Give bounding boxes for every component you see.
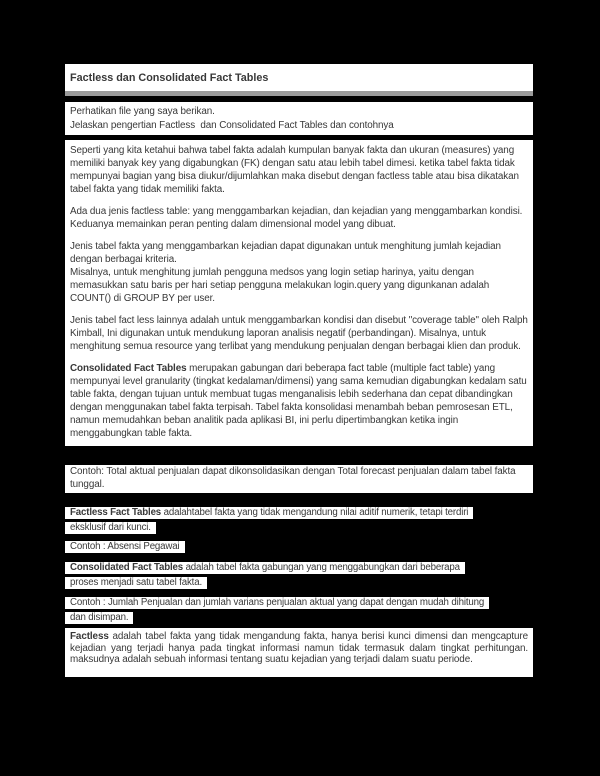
prompt-block (65, 102, 533, 135)
factless-definition-block (65, 507, 533, 537)
prompt-line-2: Jelaskan pengertian Factless dan Consolidated Fact Tables dan contohnya (70, 119, 394, 131)
paragraph-two-types: Ada dua jenis factless table: yang menggambarkan kejadian, dan kejadian yang menggambarkan kondisi. Keduanya memainkan peran penting dalam dimensional model yang dibuat. (70, 206, 523, 230)
factless-summary-term: Factless (70, 631, 109, 642)
consolidated-definition-line-2 (65, 577, 533, 592)
title-divider (65, 91, 533, 96)
factless-definition-rest: adalahtabel fakta yang tidak mengandung nilai aditif numerik, tetapi terdiri (161, 507, 469, 518)
consolidated-term: Consolidated Fact Tables (70, 363, 187, 374)
consolidated-definition-line-1 (65, 562, 533, 577)
example-consolidated-text: Contoh: Total aktual penjualan dapat dikonsolidasikan dengan Total forecast penjualan dalam tabel fakta tunggal. (70, 466, 516, 490)
factless-definition-line-2-text: eksklusif dari kunci. (65, 522, 156, 534)
paragraph-event-type-intro: Jenis tabel fakta yang menggambarkan kejadian dapat digunakan untuk menghitung jumlah kejadian dengan berbagai kriteria. (70, 241, 501, 265)
paragraph-coverage-table: Jenis tabel fact less lainnya adalah untuk menggambarkan kondisi dan disebut "coverage table" oleh Ralph Kimball, Ini digunakan untuk mendukung laporan analisis negatif (perbandingan). Misalnya, untuk menghitung semua resource yang terlibat yang mendukung penjualan dengan berbagai klien dan produk. (70, 315, 528, 352)
consolidated-definition-block (65, 562, 533, 592)
consolidated-term-2: Consolidated Fact Tables (70, 562, 184, 573)
example-consolidated-block (65, 465, 533, 493)
factless-definition-line-1 (65, 507, 533, 522)
paragraph-fact-table-intro: Seperti yang kita ketahui bahwa tabel fakta adalah kumpulan banyak fakta dan ukuran (measures) yang memiliki banyak key yang digabungkan (FK) dengan satu atau lebih tabel dimesi. ketika tabel fakta tidak mempunyai bagian yang bisa diukur/dijumlahkan maka disebut dengan factless table atau bisa dikatakan tabel fakta yang tidak memiliki fakta. (70, 145, 519, 195)
consolidated-definition-rest: adalah tabel fakta gabungan yang menggabungkan dari beberapa (183, 562, 460, 573)
factless-summary-text: adalah tabel fakta yang tidak mengandung fakta, hanya berisi kunci dimensi dan mengcapture kejadian yang terjadi hanya pada tingkat informasi namun tidak termasuk dalam tingkat perhitungan. maksudnya adalah sebuah informasi tentang suatu kejadian yang terjadi dalam suatu periode. (70, 631, 528, 666)
example-jumlah-block (65, 597, 533, 627)
example-absensi-line (65, 541, 533, 556)
factless-summary-block (65, 628, 533, 677)
paragraph-event-type (70, 240, 528, 305)
factless-definition-line-2 (65, 522, 533, 537)
factless-term: Factless Fact Tables (70, 507, 162, 518)
example-jumlah-line-2-text: dan disimpan. (65, 612, 133, 624)
title-bar (65, 64, 533, 91)
article-block (65, 140, 533, 446)
prompt-line-1: Perhatikan file yang saya berikan. (70, 106, 215, 117)
paragraph-event-type-example: Misalnya, untuk menghitung jumlah pengguna medsos yang login setiap harinya, yaitu dengan memasukkan satu baris per hari setiap pengguna melakukan login.query yang digunkanan adalah COUNT() di GROUP BY per user. (70, 267, 490, 304)
example-jumlah-line-1 (65, 597, 533, 612)
example-jumlah-line-2 (65, 612, 533, 627)
example-jumlah-line-1-text: Contoh : Jumlah Penjualan dan jumlah varians penjualan aktual yang dapat dengan mudah dihitung (65, 597, 489, 609)
paragraph-consolidated-intro (70, 362, 528, 440)
example-absensi-text: Contoh : Absensi Pegawai (65, 541, 185, 553)
consolidated-definition-line-2-text: proses menjadi satu tabel fakta. (65, 577, 207, 589)
document-title: Factless dan Consolidated Fact Tables (70, 72, 269, 84)
consolidated-description: merupakan gabungan dari beberapa fact table (multiple fact table) yang mempunyai level granularity (tingkat kedalaman/dimensi) yang sama kemudian digabungkan kedalam satu table fakta, dengan tujuan untuk membuat tugas menganalisis lebih sederhana dan cepat dibandingkan dengan menggunakan tabel fakta terpisah. Tabel fakta konsolidasi menambah beban pemrosesan ETL, namun memudahkan beban analitik pada aplikasi BI, ini perlu dipertimbangkan ketika ingin menggabungkan table fakta. (70, 363, 527, 439)
example-absensi-block (65, 541, 533, 556)
